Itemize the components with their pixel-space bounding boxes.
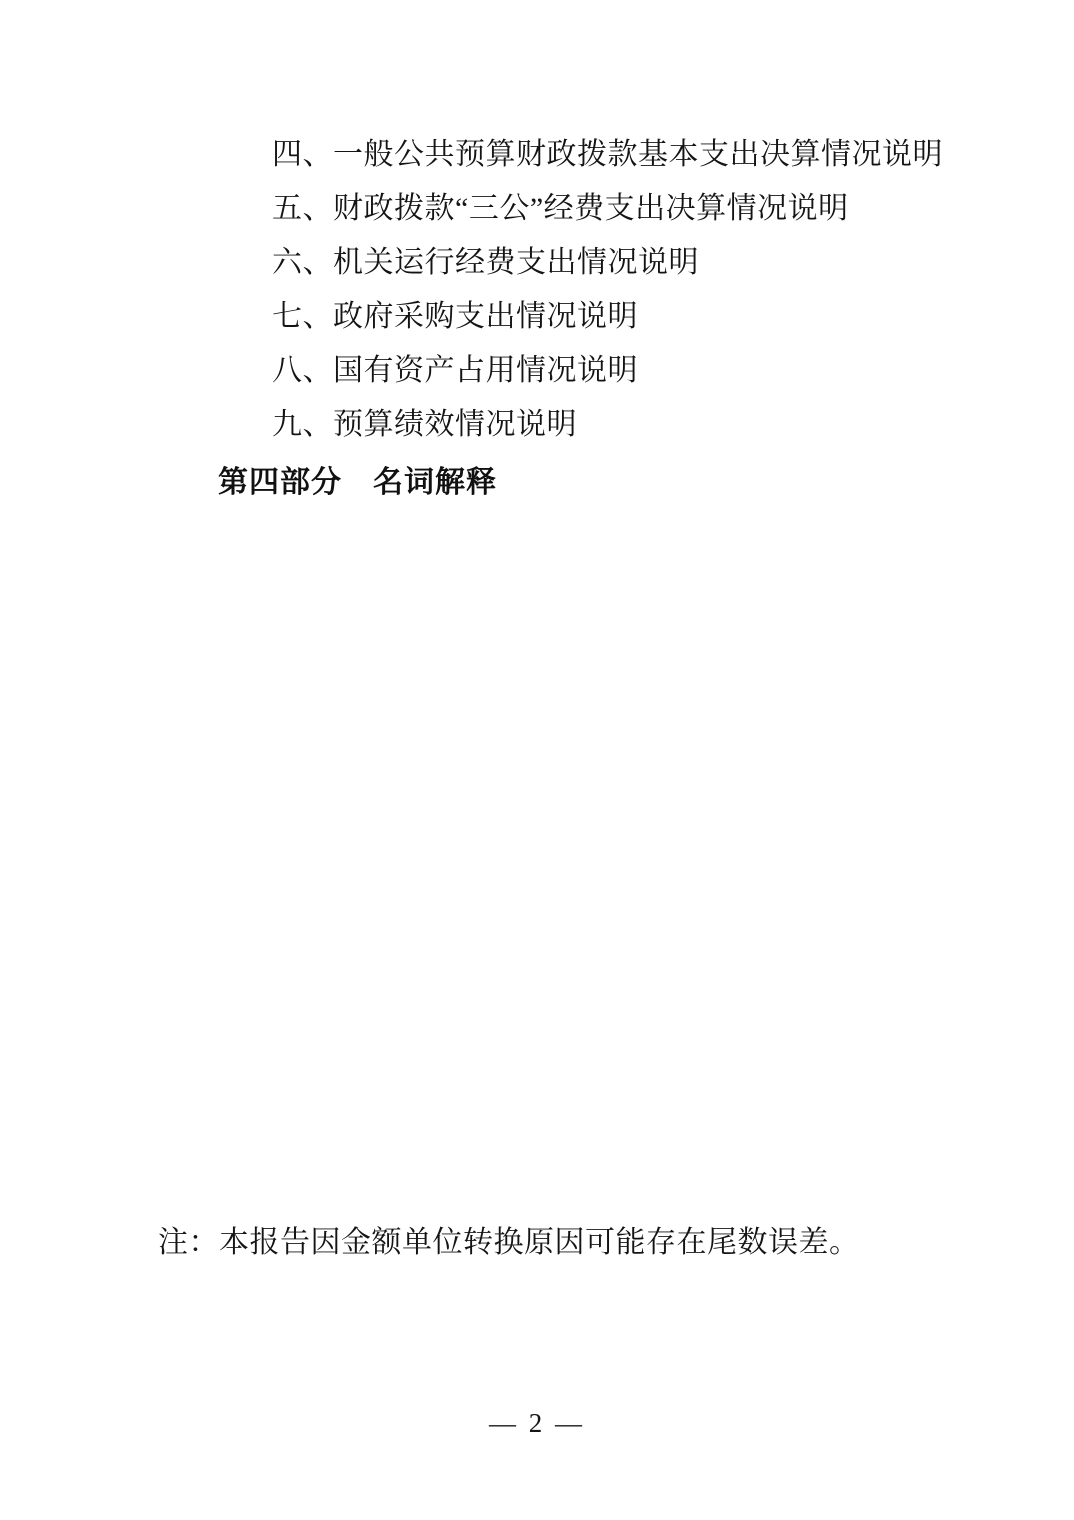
list-item: 九、预算绩效情况说明 (272, 408, 577, 441)
list-item: 六、机关运行经费支出情况说明 (272, 246, 699, 279)
page-number: — 2 — (489, 1408, 585, 1438)
table-of-contents (0, 128, 1074, 510)
list-item: 五、财政拨款“三公”经费支出决算情况说明 (272, 192, 849, 225)
list-item: 七、政府采购支出情况说明 (272, 300, 638, 333)
list-item: 四、一般公共预算财政拨款基本支出决算情况说明 (272, 138, 943, 171)
footnote: 注：本报告因金额单位转换原因可能存在尾数误差。 (158, 1226, 860, 1259)
section-heading: 第四部分 名词解释 (218, 466, 497, 499)
list-item: 八、国有资产占用情况说明 (272, 354, 638, 387)
